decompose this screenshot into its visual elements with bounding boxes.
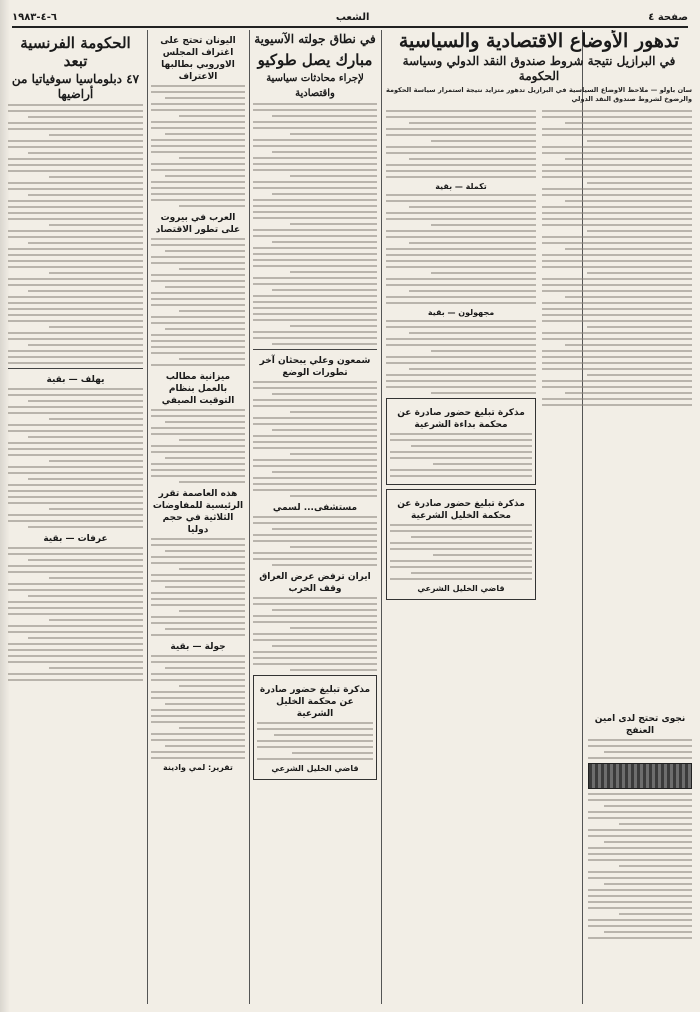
headline-capital: هذه العاصمة تقرر الرئيسية للمفاوضات الثلاثية في حجم دوليا <box>152 489 244 535</box>
text-block <box>390 524 532 580</box>
text-block <box>151 85 245 207</box>
photo <box>588 763 692 789</box>
page-number: صفحة ٤ <box>648 11 688 23</box>
court-notice-head: مذكرة تبليغ حضور صادرة عن محكمة الخليل الشرعية <box>259 685 371 719</box>
court-notice <box>386 489 536 600</box>
text-block <box>542 110 692 406</box>
text-block <box>8 547 143 681</box>
text-block <box>151 238 245 366</box>
subhead2-mubarak: لإجراء محادثات سياسية واقتصادية <box>266 73 364 99</box>
subhead-mubarak: مبارك يصل طوكيو <box>257 51 373 69</box>
text-block <box>588 793 692 939</box>
headline-brazil: تدهور الأوضاع الاقتصادية والسياسية <box>398 30 680 52</box>
box-head: مجهولون — بقية <box>427 308 495 317</box>
signature: قاضي الخليل الشرعي <box>417 584 505 593</box>
issue-date: ٦-٤-١٩٨٣ <box>12 11 57 23</box>
text-block <box>8 388 143 528</box>
text-block <box>386 320 536 394</box>
headline-arafat: عرفات — بقية <box>43 534 108 544</box>
text-block <box>151 409 245 483</box>
text-block <box>253 381 377 497</box>
court-notice <box>386 398 536 485</box>
headline-greece: اليونان تحتج على اغتراف المجلس الاوروبي بطالبها الاعتراف <box>160 36 236 82</box>
headline-najwa: نجوى تحتج لدى امين العنفج <box>594 714 686 736</box>
brazil-col-right <box>542 108 692 604</box>
text-block <box>386 194 536 304</box>
text-block <box>253 516 377 566</box>
headline-hospital: مستشفى... لسمي <box>272 503 358 513</box>
article-mubarak <box>253 30 377 1004</box>
text-block <box>253 597 377 671</box>
text-block <box>588 739 692 759</box>
headline-yahlaf: يهلف — بقية <box>46 375 105 385</box>
headline-arabs: العرب في بيروت على تطور الاقتصاد <box>155 213 241 235</box>
column-rule <box>381 30 382 1004</box>
text-block <box>151 538 245 636</box>
subhead-brazil: في البرازيل نتيجة شروط صندوق النقد الدولي وسياسة الحكومة <box>402 54 676 83</box>
headline-shamoun: شمعون وعلي يبحثان آخر تطورات الوضع <box>259 356 371 378</box>
signature: قاضي الخليل الشرعي <box>271 764 359 773</box>
headline-summer-time: ميزانية مطالب بالعمل بنظام التوقيت الصيفي <box>161 372 235 406</box>
court-notice-head: مذكرة تبليغ حضور صادرة عن محكمة الخليل الشرعية <box>397 499 525 521</box>
column-rule <box>249 30 250 1004</box>
text-block <box>390 433 532 477</box>
subhead-france: ٤٧ دبلوماسيا سوفياتيا من أراضيها <box>11 72 140 101</box>
byline: تقرير: لمي وادينة <box>163 763 233 772</box>
article-france <box>8 30 143 1004</box>
continued-head: تكملة — بقية <box>435 182 487 191</box>
text-block <box>253 103 377 345</box>
side-box <box>588 708 692 943</box>
court-notice-head: مذكرة تبليغ حضور صادرة عن محكمة بداءة الشرعية <box>397 408 525 430</box>
lede-brazil: سان باولو — ملاحظ الاوضاع السياسية في البرازيل تدهور متزايد نتيجة استمرار سياسة الحكومة والرضوخ لشروط صندوق النقد الدولي <box>386 86 692 103</box>
text-block <box>8 104 143 364</box>
headline-iran: ايران ترفض عرض العراق وقف الحرب <box>259 572 371 594</box>
article-greece <box>151 30 245 1004</box>
brazil-col-left <box>386 108 536 604</box>
paper-name: الشعب <box>335 11 370 23</box>
headline-mubarak: في نطاق جولته الآسيوية <box>254 32 376 46</box>
text-block <box>151 655 245 759</box>
column-rule <box>147 30 148 1004</box>
text-block <box>386 110 536 178</box>
court-notice <box>253 675 377 780</box>
brazil-columns <box>386 108 692 604</box>
text-block <box>257 722 373 760</box>
page-header <box>12 8 688 28</box>
headline-france: الحكومة الفرنسية تبعد <box>20 34 131 70</box>
headline-tour-cont: جولة — بقية <box>170 642 226 652</box>
